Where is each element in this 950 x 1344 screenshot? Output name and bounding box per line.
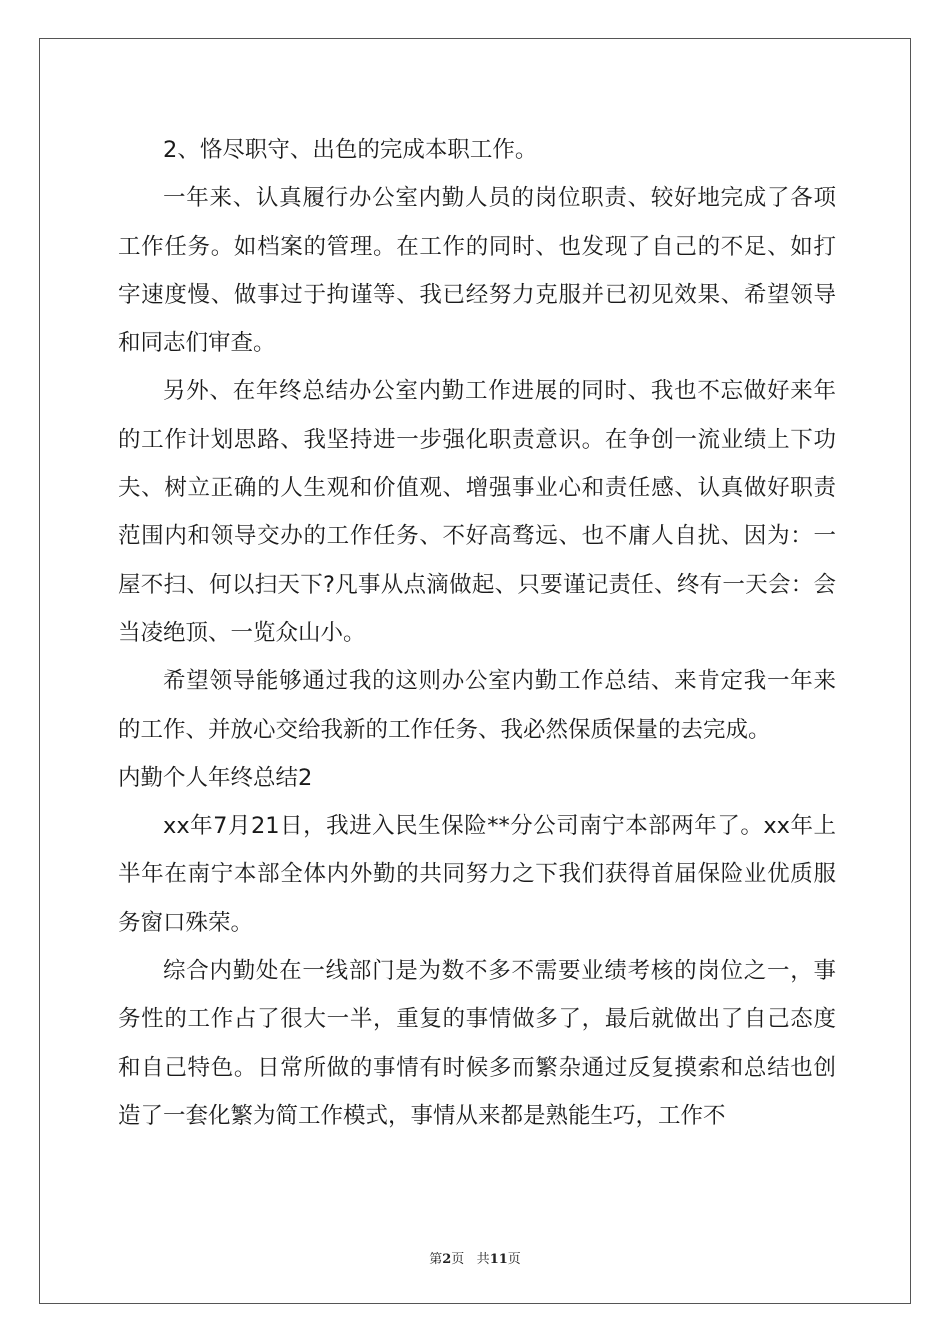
paragraph-join: xx年7月21日，我进入民生保险**分公司南宁本部两年了。xx年上半年在南宁本部全体内外勤的共同努力之下我们获得首届保险业优质服务窗口殊荣。	[118, 813, 836, 936]
paragraph-hope: 希望领导能够通过我的这则办公室内勤工作总结、来肯定我一年来的工作、并放心交给我新的工作任务、我必然保质保量的去完成。	[118, 668, 836, 743]
page-footer	[0, 1248, 950, 1267]
paragraph-year-review: 一年来、认真履行办公室内勤人员的岗位职责、较好地完成了各项工作任务。如档案的管理。在工作的同时、也发现了自己的不足、如打字速度慢、做事过于拘谨等、我已经努力克服并已初见效果、希望领导和同志们审查。	[118, 185, 836, 357]
paragraph-plan: 另外、在年终总结办公室内勤工作进展的同时、我也不忘做好来年的工作计划思路、我坚持进一步强化职责意识。在争创一流业绩上下功夫、树立正确的人生观和价值观、增强事业心和责任感、认真做好职责范围内和领导交办的工作任务、不好高骛远、也不庸人自扰、因为：一屋不扫、何以扫天下?凡事从点滴做起、只要谨记责任、终有一天会：会当凌绝顶、一览众山小。	[118, 378, 836, 646]
footer-total-pages: 11	[489, 1252, 508, 1267]
footer-page-label: 页	[451, 1252, 465, 1267]
footer-total-label: 页	[507, 1252, 521, 1267]
section-heading: 内勤个人年终总结2	[118, 764, 313, 791]
footer-current-page: 2	[442, 1252, 452, 1267]
footer-prefix: 第	[429, 1252, 443, 1267]
document-body	[118, 126, 836, 1140]
paragraph-work: 综合内勤处在一线部门是为数不多不需要业绩考核的岗位之一，事务性的工作占了很大一半，重复的事情做多了，最后就做出了自己态度和自己特色。日常所做的事情有时候多而繁杂通过反复摸索和总结也创造了一套化繁为简工作模式，事情从来都是熟能生巧，工作不	[118, 958, 836, 1129]
footer-gap	[464, 1252, 476, 1267]
footer-total-prefix: 共	[476, 1252, 490, 1267]
paragraph-duty: 2、恪尽职守、出色的完成本职工作。	[163, 137, 538, 163]
